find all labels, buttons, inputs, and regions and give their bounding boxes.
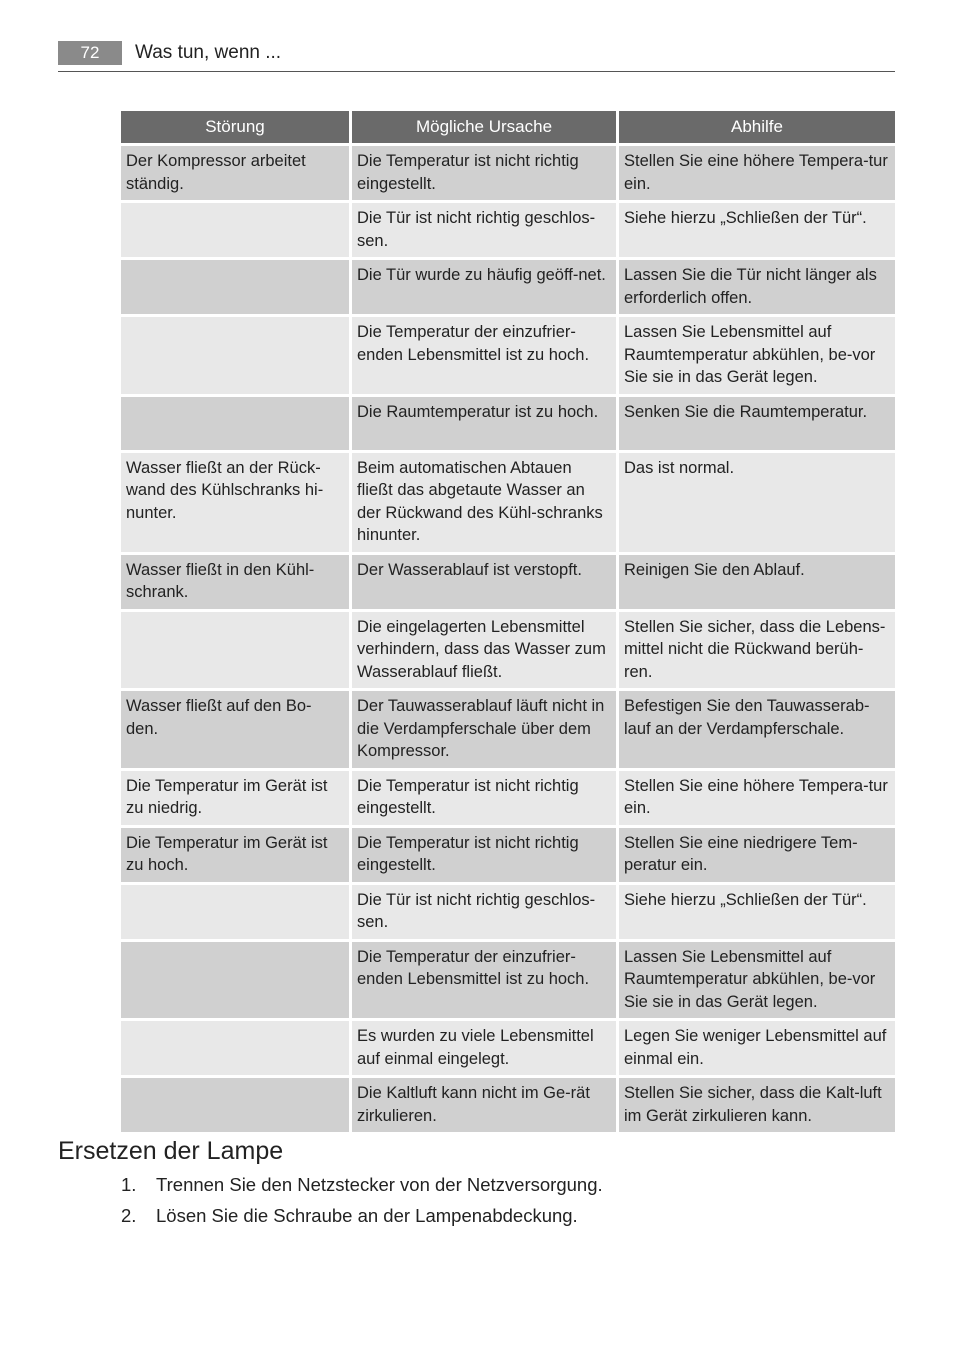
running-title: Was tun, wenn ... [135,42,282,63]
table-row [121,691,895,768]
problem-cell [121,1078,349,1132]
step-list [121,1172,603,1234]
cause-cell: Die Tür ist nicht richtig geschlos-sen. [352,203,616,257]
table-row [121,555,895,609]
cause-cell: Die Kaltluft kann nicht im Ge-rät zirkulieren. [352,1078,616,1132]
table-header-row [121,111,895,143]
table-row [121,397,895,450]
table-row [121,771,895,825]
step-text: Lösen Sie die Schraube an der Lampenabdeckung. [156,1205,578,1226]
problem-cell: Der Kompressor arbeitet ständig. [121,146,349,200]
cause-cell: Es wurden zu viele Lebensmittel auf einmal eingelegt. [352,1021,616,1075]
table-row [121,1021,895,1075]
column-header-remedy: Abhilfe [619,111,895,143]
remedy-cell: Stellen Sie sicher, dass die Kalt-luft im Gerät zirkulieren kann. [619,1078,895,1132]
cause-cell: Die Temperatur der einzufrier-enden Lebensmittel ist zu hoch. [352,942,616,1019]
table-body [121,146,895,1132]
remedy-cell: Senken Sie die Raumtemperatur. [619,397,895,450]
remedy-cell: Reinigen Sie den Ablauf. [619,555,895,609]
problem-cell: Wasser fließt an der Rück-wand des Kühlschranks hi-nunter. [121,453,349,552]
table-row [121,828,895,882]
page-header [58,40,895,72]
section-title: Ersetzen der Lampe [58,1137,284,1165]
cause-cell: Die Temperatur ist nicht richtig eingestellt. [352,771,616,825]
cause-cell: Der Wasserablauf ist verstopft. [352,555,616,609]
remedy-cell: Stellen Sie eine niedrigere Tem-peratur ein. [619,828,895,882]
cause-cell: Die Temperatur ist nicht richtig eingestellt. [352,146,616,200]
list-item [121,1203,603,1234]
problem-cell: Wasser fließt auf den Bo-den. [121,691,349,768]
table-row [121,146,895,200]
cause-cell: Die Tür ist nicht richtig geschlos-sen. [352,885,616,939]
table-row [121,885,895,939]
remedy-cell: Siehe hierzu „Schließen der Tür“. [619,885,895,939]
remedy-cell: Befestigen Sie den Tauwasserab-lauf an der Verdampferschale. [619,691,895,768]
remedy-cell: Legen Sie weniger Lebensmittel auf einmal ein. [619,1021,895,1075]
remedy-cell: Lassen Sie Lebensmittel auf Raumtemperatur abkühlen, be-vor Sie sie in das Gerät legen. [619,942,895,1019]
remedy-cell: Stellen Sie eine höhere Tempera-tur ein. [619,146,895,200]
remedy-cell: Stellen Sie sicher, dass die Lebens-mittel nicht die Rückwand berüh-ren. [619,612,895,689]
column-header-cause: Mögliche Ursache [352,111,616,143]
table-row [121,317,895,394]
step-text: Trennen Sie den Netzstecker von der Netzversorgung. [156,1174,603,1195]
problem-cell: Wasser fließt in den Kühl-schrank. [121,555,349,609]
problem-cell: Die Temperatur im Gerät ist zu niedrig. [121,771,349,825]
remedy-cell: Das ist normal. [619,453,895,552]
remedy-cell: Stellen Sie eine höhere Tempera-tur ein. [619,771,895,825]
problem-cell [121,317,349,394]
table-row [121,942,895,1019]
step-number: 2. [121,1205,137,1226]
cause-cell: Beim automatischen Abtauen fließt das abgetaute Wasser an der Rückwand des Kühl-schranks hinunter. [352,453,616,552]
cause-cell: Die Temperatur ist nicht richtig eingestellt. [352,828,616,882]
table-row [121,1078,895,1132]
problem-cell [121,260,349,314]
remedy-cell: Lassen Sie die Tür nicht länger als erforderlich offen. [619,260,895,314]
table-row [121,453,895,552]
cause-cell: Die Temperatur der einzufrier-enden Lebensmittel ist zu hoch. [352,317,616,394]
problem-cell [121,885,349,939]
list-item [121,1172,603,1203]
remedy-cell: Siehe hierzu „Schließen der Tür“. [619,203,895,257]
problem-cell [121,203,349,257]
cause-cell: Die eingelagerten Lebensmittel verhindern, dass das Wasser zum Wasserablauf fließt. [352,612,616,689]
problem-cell [121,1021,349,1075]
table-row [121,612,895,689]
cause-cell: Die Raumtemperatur ist zu hoch. [352,397,616,450]
cause-cell: Die Tür wurde zu häufig geöff-net. [352,260,616,314]
troubleshooting-table [118,108,898,1135]
column-header-problem: Störung [121,111,349,143]
problem-cell [121,942,349,1019]
table-row [121,203,895,257]
cause-cell: Der Tauwasserablauf läuft nicht in die Verdampferschale über dem Kompressor. [352,691,616,768]
problem-cell [121,397,349,450]
problem-cell [121,612,349,689]
table-row [121,260,895,314]
problem-cell: Die Temperatur im Gerät ist zu hoch. [121,828,349,882]
step-number: 1. [121,1174,137,1195]
remedy-cell: Lassen Sie Lebensmittel auf Raumtemperatur abkühlen, be-vor Sie sie in das Gerät legen. [619,317,895,394]
page-number: 72 [58,41,122,65]
